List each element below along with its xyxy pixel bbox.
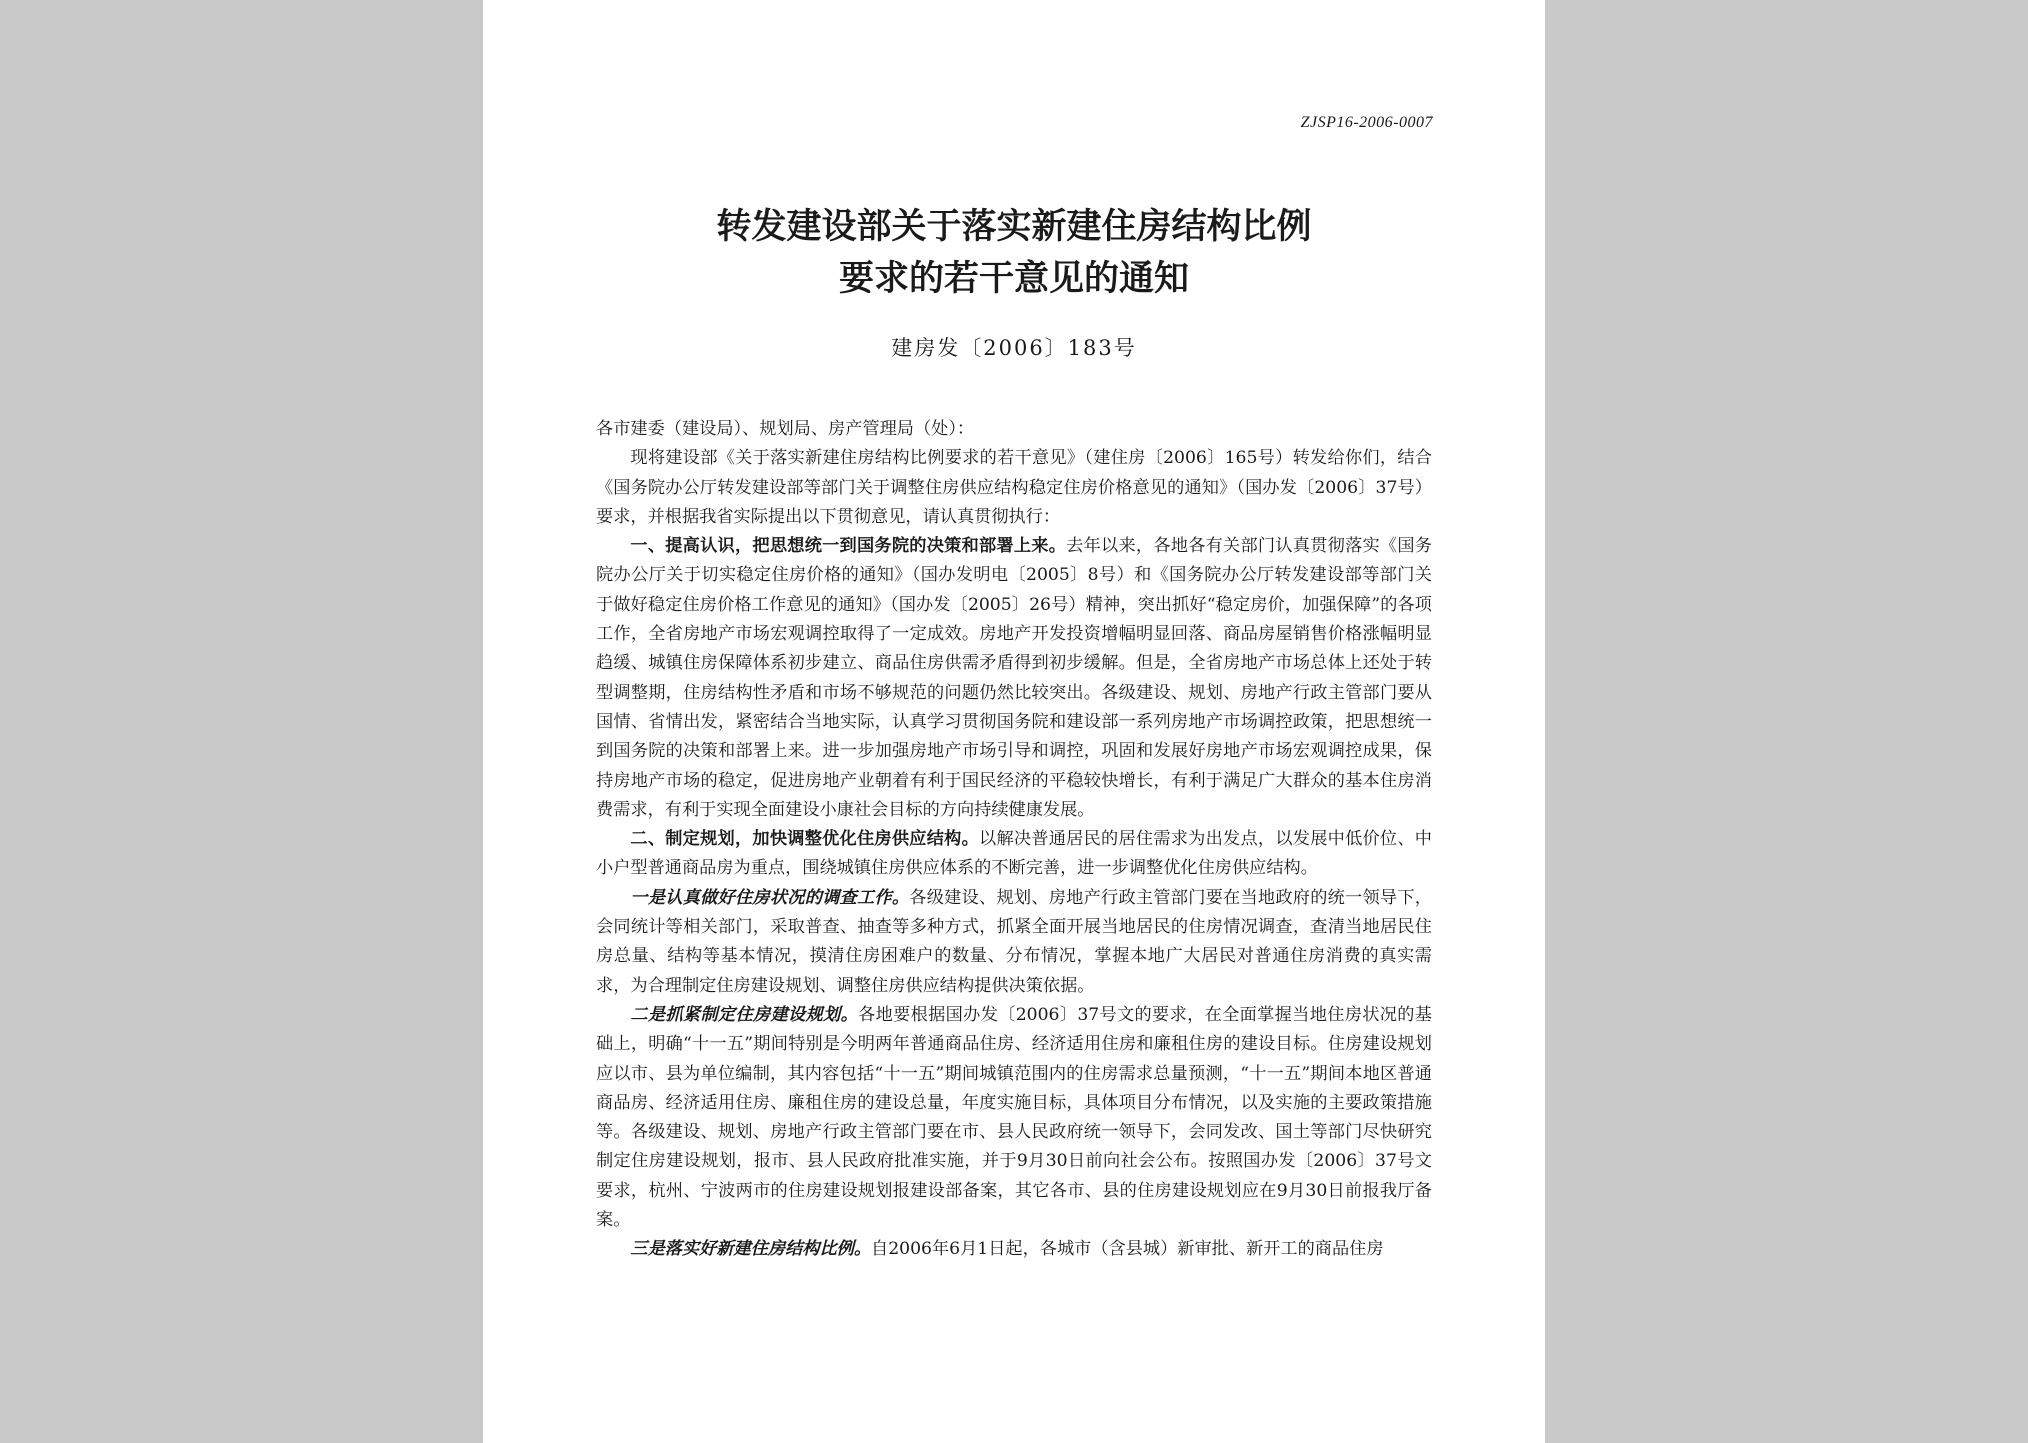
document-page — [483, 0, 1545, 1443]
section-1-paragraph — [596, 532, 1432, 825]
item-1-paragraph — [596, 884, 1432, 1001]
addressee: 各市建委（建设局）、规划局、房产管理局（处）： — [596, 419, 975, 439]
document-body — [596, 415, 1432, 1265]
item-2-text: 各地要根据国办发〔2006〕37号文的要求，在全面掌握当地住房状况的基础上，明确“十一五”期间特别是今明两年普通商品住房、经济适用住房和廉租住房的建设目标。住房建设规划应以市、县为单位编制，其内容包括“十一五”期间城镇范围内的住房需求总量预测，“十一五”期间本地区普通商品房、经济适用住房、廉租住房的建设总量，年度实施目标，具体项目分布情况，以及实施的主要政策措施等。各级建设、规划、房地产行政主管部门要在市、县人民政府统一领导下，会同发改、国土等部门尽快研究制定住房建设规划，报市、县人民政府批准实施，并于9月30日前向社会公布。按照国办发〔2006〕37号文要求，杭州、宁波两市的住房建设规划报建设部备案，其它各市、县的住房建设规划应在9月30日前报我厅备案。 — [596, 1004, 1432, 1231]
document-number: 建房发〔2006〕183号 — [891, 336, 1137, 360]
intro-paragraph: 现将建设部《关于落实新建住房结构比例要求的若干意见》（建住房〔2006〕165号）转发给你们，结合《国务院办公厅转发建设部等部门关于调整住房供应结构稳定住房价格意见的通知》（国办发〔2006〕37号）要求，并根据我省实际提出以下贯彻意见，请认真贯彻执行： — [596, 448, 1432, 527]
item-3-text: 自2006年6月1日起，各城市（含县城）新审批、新开工的商品住房 — [871, 1239, 1384, 1260]
section-2-heading: 二、制定规划，加快调整优化住房供应结构。 — [630, 829, 980, 850]
section-1-heading: 一、提高认识，把思想统一到国务院的决策和部署上来。 — [630, 536, 1067, 557]
item-3-heading: 三是落实好新建住房结构比例。 — [630, 1239, 872, 1260]
item-1-heading: 一是认真做好住房状况的调查工作。 — [630, 887, 910, 908]
section-2-paragraph — [596, 825, 1432, 884]
title-line-1: 转发建设部关于落实新建住房结构比例 — [716, 206, 1312, 247]
item-2-heading: 二是抓紧制定住房建设规划。 — [630, 1004, 859, 1025]
section-1-text: 去年以来，各地各有关部门认真贯彻落实《国务院办公厅关于切实稳定住房价格的通知》（国办发明电〔2005〕8号）和《国务院办公厅转发建设部等部门关于做好稳定住房价格工作意见的通知》（国办发〔2005〕26号）精神，突出抓好“稳定房价，加强保障”的各项工作，全省房地产市场宏观调控取得了一定成效。房地产开发投资增幅明显回落、商品房屋销售价格涨幅明显趋缓、城镇住房保障体系初步建立、商品住房供需矛盾得到初步缓解。但是，全省房地产市场总体上还处于转型调整期，住房结构性矛盾和市场不够规范的问题仍然比较突出。各级建设、规划、房地产行政主管部门要从国情、省情出发，紧密结合当地实际，认真学习贯彻国务院和建设部一系列房地产市场调控政策，把思想统一到国务院的决策和部署上来。进一步加强房地产市场引导和调控，巩固和发展好房地产市场宏观调控成果，保持房地产市场的稳定，促进房地产业朝着有利于国民经济的平稳较快增长，有利于满足广大群众的基本住房消费需求，有利于实现全面建设小康社会目标的方向持续健康发展。 — [596, 536, 1432, 820]
item-2-paragraph — [596, 1001, 1432, 1235]
document-code: ZJSP16-2006-0007 — [1300, 114, 1433, 131]
item-1-text: 各级建设、规划、房地产行政主管部门要在当地政府的统一领导下，会同统计等相关部门，采取普查、抽查等多种方式，抓紧全面开展当地居民的住房情况调查，查清当地居民住房总量、结构等基本情况，摸清住房困难户的数量、分布情况，掌握本地广大居民对普通住房消费的真实需求，为合理制定住房建设规划、调整住房供应结构提供决策依据。 — [596, 887, 1432, 996]
title-line-2: 要求的若干意见的通知 — [838, 258, 1189, 299]
document-title — [483, 201, 1545, 305]
item-3-paragraph — [596, 1235, 1432, 1264]
section-2-text: 以解决普通居民的居住需求为出发点，以发展中低价位、中小户型普通商品房为重点，围绕城镇住房供应体系的不断完善，进一步调整优化住房供应结构。 — [596, 829, 1432, 879]
